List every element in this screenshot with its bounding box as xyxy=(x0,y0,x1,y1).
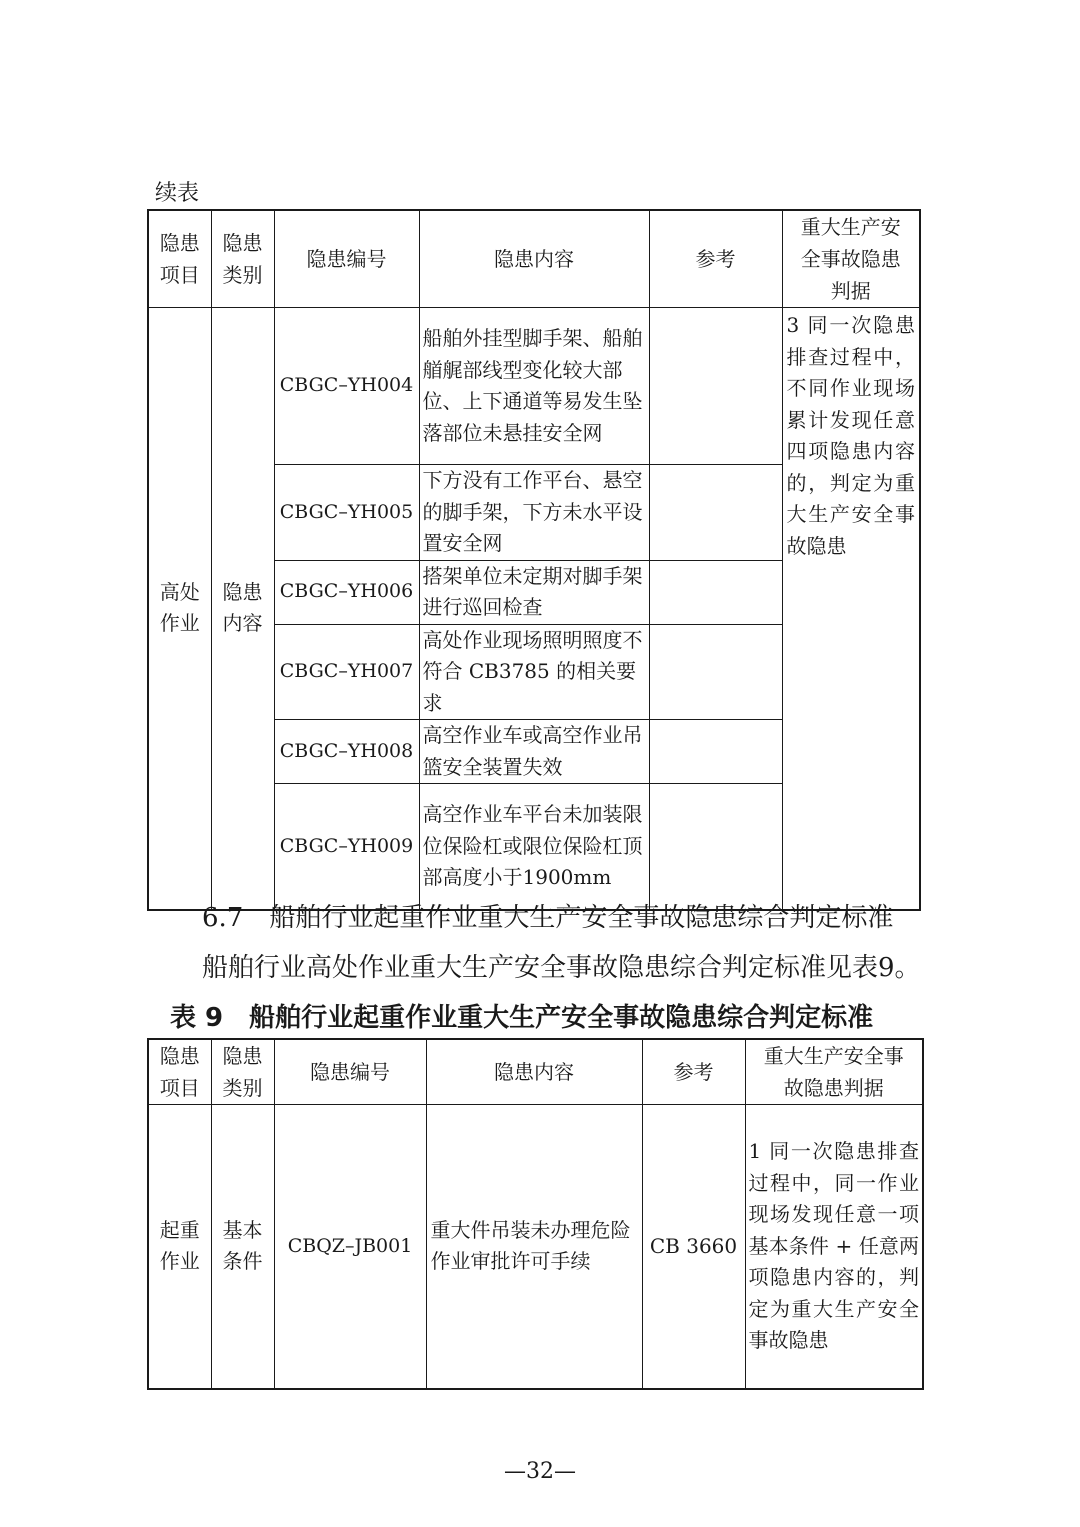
criteria-cell: 3 同一次隐患排查过程中，不同作业现场累计发现任意四项隐患内容的，判定为重大生产安全事故隐患 xyxy=(782,308,920,910)
reference-cell xyxy=(649,308,782,465)
header-item: 隐患项目 xyxy=(148,1039,211,1105)
hazard-code: CBQZ–JB001 xyxy=(274,1105,426,1389)
table-row xyxy=(148,308,920,465)
header-code: 隐患编号 xyxy=(274,1039,426,1105)
header-reference: 参考 xyxy=(649,210,782,308)
hazard-code: CBGC–YH007 xyxy=(274,624,419,720)
hazard-content: 高处作业现场照明照度不符合 CB3785 的相关要求 xyxy=(419,624,649,720)
hazard-content: 下方没有工作平台、悬空的脚手架，下方未水平设置安全网 xyxy=(419,465,649,561)
criteria-cell: 1 同一次隐患排查过程中，同一作业现场发现任意一项基本条件 + 任意两项隐患内容的，判定为重大生产安全事故隐患 xyxy=(745,1105,923,1389)
item-cell: 高处作业 xyxy=(148,308,211,910)
section-body: 船舶行业高处作业重大生产安全事故隐患综合判定标准见表9。 xyxy=(202,953,921,983)
header-criteria: 重大生产安全事故隐患判据 xyxy=(782,210,920,308)
hazard-code: CBGC–YH008 xyxy=(274,720,419,784)
reference-cell: CB 3660 xyxy=(642,1105,745,1389)
hazard-code: CBGC–YH006 xyxy=(274,560,419,624)
hazard-code: CBGC–YH005 xyxy=(274,465,419,561)
reference-cell xyxy=(649,720,782,784)
continued-label: 续表 xyxy=(155,181,200,206)
header-content: 隐患内容 xyxy=(419,210,649,308)
header-code: 隐患编号 xyxy=(274,210,419,308)
hazard-content: 高空作业车或高空作业吊篮安全装置失效 xyxy=(419,720,649,784)
reference-cell xyxy=(649,624,782,720)
hazard-content: 高空作业车平台未加装限位保险杠或限位保险杠顶部高度小于1900mm xyxy=(419,784,649,910)
header-reference: 参考 xyxy=(642,1039,745,1105)
table-caption: 表 9 船舶行业起重作业重大生产安全事故隐患综合判定标准 xyxy=(170,1003,874,1033)
page-number: —32— xyxy=(504,1459,576,1484)
reference-cell xyxy=(649,560,782,624)
hazard-table-continued xyxy=(147,209,921,911)
hazard-code: CBGC–YH009 xyxy=(274,784,419,910)
hazard-content: 重大件吊装未办理危险作业审批许可手续 xyxy=(426,1105,642,1389)
crane-hazard-table xyxy=(147,1038,924,1390)
header-category: 隐患类别 xyxy=(211,210,274,308)
table-row xyxy=(148,1105,923,1389)
reference-cell xyxy=(649,465,782,561)
category-cell: 基本条件 xyxy=(211,1105,274,1389)
header-criteria: 重大生产安全事故隐患判据 xyxy=(745,1039,923,1105)
header-content: 隐患内容 xyxy=(426,1039,642,1105)
header-category: 隐患类别 xyxy=(211,1039,274,1105)
category-cell: 隐患内容 xyxy=(211,308,274,910)
table-header-row xyxy=(148,210,920,308)
reference-cell xyxy=(649,784,782,910)
section-heading: 6.7 船舶行业起重作业重大生产安全事故隐患综合判定标准 xyxy=(202,903,894,933)
header-item: 隐患项目 xyxy=(148,210,211,308)
hazard-code: CBGC–YH004 xyxy=(274,308,419,465)
hazard-content: 搭架单位未定期对脚手架进行巡回检查 xyxy=(419,560,649,624)
hazard-content: 船舶外挂型脚手架、船舶艏艉部线型变化较大部位、上下通道等易发生坠落部位未悬挂安全网 xyxy=(419,308,649,465)
table-header-row xyxy=(148,1039,923,1105)
item-cell: 起重作业 xyxy=(148,1105,211,1389)
